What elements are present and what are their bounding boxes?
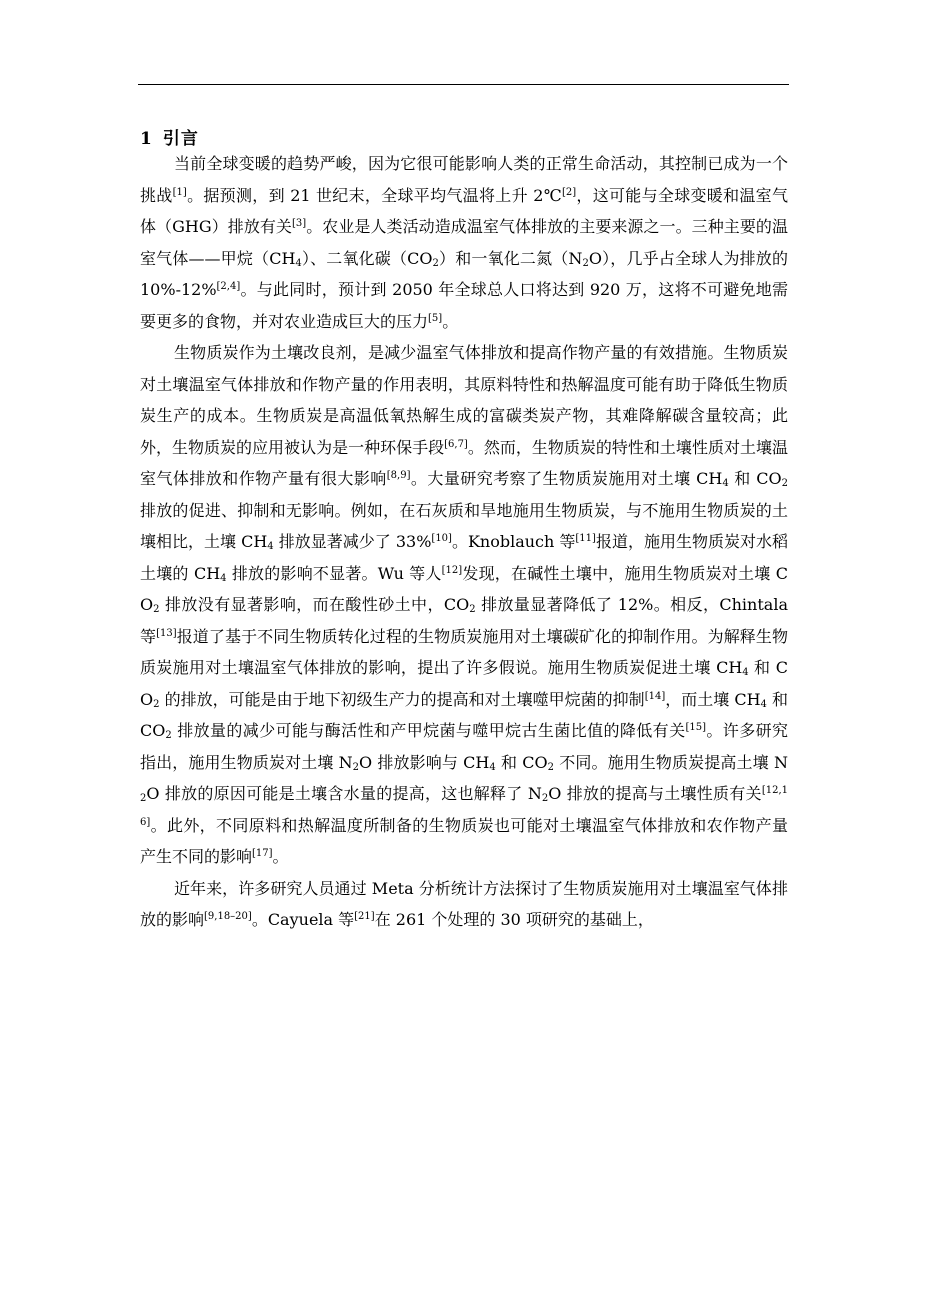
citation-ref: [2,4] bbox=[216, 281, 241, 292]
text-run: 。与此同时，预计到 2050 年全球总人口将达到 920 万，这将不可避免地需要更多的食物，并对农业造成巨大的压力 bbox=[140, 280, 788, 331]
text-run: 排放量的减少可能与酶活性和产甲烷菌与噬甲烷古生菌比值的降低有关 bbox=[171, 721, 686, 740]
section-title: 引言 bbox=[162, 129, 199, 149]
text-run: 近年来，许多研究人员通过 Meta 分析统计方法探讨了生物质炭施用对土壤温室气体排放的影响 bbox=[140, 878, 788, 929]
paragraph-3 bbox=[140, 873, 788, 936]
text-run: O），几乎占全球人为排放的 10%-12% bbox=[140, 248, 788, 299]
citation-ref: [11] bbox=[575, 533, 596, 544]
text-run: 不同。施用生物质炭提高土壤 N bbox=[554, 752, 788, 772]
text-run: ，而土壤 CH bbox=[665, 689, 761, 709]
text-run: 和 CO bbox=[140, 658, 788, 709]
text-run: 发现，在碱性土壤中，施用生物质炭对土壤 CO bbox=[140, 563, 788, 614]
text-run: O 排放的原因可能是土壤含水量的提高，这也解释了 N bbox=[146, 784, 542, 803]
text-run: 排放显著减少了 33% bbox=[273, 532, 432, 551]
paragraph-1 bbox=[140, 148, 788, 337]
text-run: 排放的影响不显著。Wu 等人 bbox=[226, 563, 442, 583]
subscript: 2 bbox=[547, 761, 554, 773]
subscript: 4 bbox=[722, 478, 729, 489]
citation-ref: [2] bbox=[561, 186, 577, 198]
citation-ref: [14] bbox=[644, 690, 666, 702]
subscript: 4 bbox=[267, 541, 274, 552]
subscript: 2 bbox=[153, 698, 160, 710]
paragraph-2 bbox=[140, 337, 788, 873]
section-number: 1 bbox=[140, 129, 153, 149]
citation-ref: [15] bbox=[685, 722, 707, 733]
text-run: 。据预测，到 21 世纪末，全球平均气温将上升 2℃ bbox=[186, 185, 562, 205]
text-run: 和 CO bbox=[140, 689, 788, 740]
header-rule bbox=[138, 84, 789, 85]
citation-ref: [21] bbox=[354, 911, 375, 922]
text-run: 在 261 个处理的 30 项研究的基础上， bbox=[374, 910, 654, 929]
subscript: 4 bbox=[489, 761, 496, 773]
subscript: 2 bbox=[541, 793, 549, 804]
text-run: 当前全球变暖的趋势严峻，因为它很可能影响人类的正常生命活动，其控制已成为一个挑战 bbox=[140, 154, 788, 205]
text-run: O 排放的提高与土壤性质有关 bbox=[548, 784, 762, 803]
text-run: 报道了基于不同生物质转化过程的生物质炭施用对土壤碳矿化的抑制作用。为解释生物质炭施用对土壤温室气体排放的影响，提出了许多假说。施用生物质炭促进土壤 CH bbox=[140, 626, 788, 677]
subscript: 4 bbox=[760, 698, 767, 710]
text-run: 的排放，可能是由于地下初级生产力的提高和对土壤噬甲烷菌的抑制 bbox=[159, 689, 645, 709]
text-run: 。此外，不同原料和热解温度所制备的生物质炭也可能对土壤温室气体排放和农作物产量产生不同的影响 bbox=[140, 815, 788, 866]
subscript: 4 bbox=[742, 667, 749, 678]
subscript: 2 bbox=[432, 257, 439, 269]
subscript: 4 bbox=[295, 257, 302, 269]
subscript: 2 bbox=[140, 793, 147, 804]
text-run: 。然而，生物质炭的特性和土壤性质对土壤温室气体排放和作物产量有很大影响 bbox=[140, 437, 788, 488]
citation-ref: [6,7] bbox=[444, 438, 468, 450]
citation-ref: [9,18–20] bbox=[204, 911, 252, 922]
citation-ref: [12] bbox=[441, 564, 463, 576]
subscript: 4 bbox=[220, 572, 227, 584]
text-run: 排放的促进、抑制和无影响。例如，在石灰质和旱地施用生物质炭，与不施用生物质炭的土壤相比，土壤 CH bbox=[140, 500, 788, 551]
body-text bbox=[140, 148, 788, 936]
text-run: 。农业是人类活动造成温室气体排放的主要来源之一。三种主要的温室气体——甲烷（CH bbox=[140, 217, 788, 268]
subscript: 2 bbox=[352, 761, 360, 773]
text-run: 和 CO bbox=[495, 752, 548, 772]
subscript: 2 bbox=[582, 257, 589, 269]
subscript: 2 bbox=[469, 604, 476, 615]
text-run: O 排放影响与 CH bbox=[359, 752, 490, 772]
subscript: 2 bbox=[165, 730, 172, 741]
text-run: 。Knoblauch 等 bbox=[451, 532, 576, 551]
citation-ref: [5] bbox=[428, 312, 443, 324]
text-run: 。大量研究考察了生物质炭施用对土壤 CH bbox=[410, 469, 723, 488]
text-run: 生物质炭作为土壤改良剂，是减少温室气体排放和提高作物产量的有效措施。生物质炭对土壤温室气体排放和作物产量的作用表明，其原料特性和热解温度可能有助于降低生物质炭生产的成本。生物质炭是高温低氧热解生成的富碳类炭产物，其难降解碳含量较高；此外，生物质炭的应用被认为是一种环保手段 bbox=[140, 343, 788, 457]
citation-ref: [3] bbox=[292, 218, 307, 229]
text-run: 和 CO bbox=[728, 469, 782, 488]
section-heading bbox=[140, 124, 199, 149]
citation-ref: [8,9] bbox=[386, 470, 411, 481]
subscript: 2 bbox=[153, 604, 160, 615]
text-run: 。Cayuela 等 bbox=[251, 910, 355, 929]
citation-ref: [10] bbox=[431, 533, 452, 544]
text-run: 排放量显著降低了 12%。相反，Chintala 等 bbox=[140, 595, 788, 646]
subscript: 2 bbox=[781, 478, 788, 489]
text-run: 排放没有显著影响，而在酸性砂土中，CO bbox=[159, 595, 470, 614]
text-run: ）和一氧化二氮（N bbox=[438, 248, 583, 268]
citation-ref: [13] bbox=[156, 627, 177, 639]
text-run: 报道，施用生物质炭对水稻土壤的 CH bbox=[140, 532, 788, 583]
citation-ref: [17] bbox=[252, 848, 273, 859]
text-run: 。许多研究指出，施用生物质炭对土壤 N bbox=[140, 721, 788, 772]
citation-ref: [12,16] bbox=[140, 785, 788, 828]
text-run: ，这可能与全球变暖和温室气体（GHG）排放有关 bbox=[140, 185, 788, 236]
text-run: ）、二氧化碳（CO bbox=[301, 248, 433, 268]
citation-ref: [1] bbox=[172, 186, 187, 198]
text-run: 。 bbox=[272, 847, 289, 866]
text-run: 。 bbox=[442, 311, 459, 331]
